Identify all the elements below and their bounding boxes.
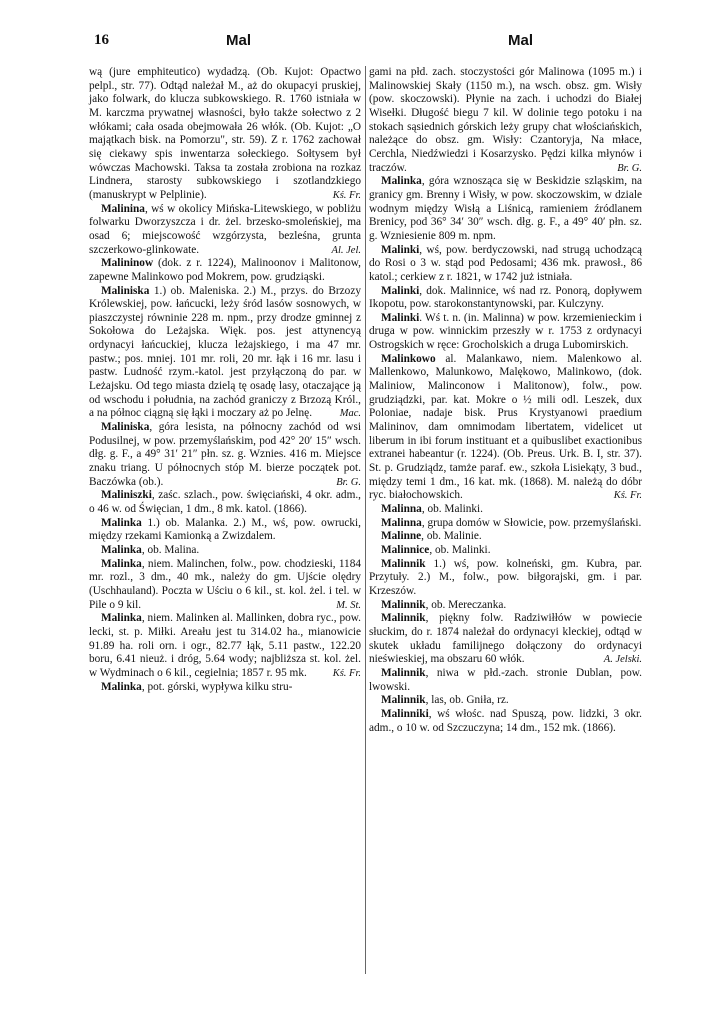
entry-signature: Br. G. xyxy=(617,162,642,174)
dictionary-entry xyxy=(369,599,642,613)
entry-body: , niwa w płd.-zach. stronie Dublan, pow. lwowski. xyxy=(369,666,642,693)
entry-headword: Malinnik xyxy=(381,612,426,625)
entry-body: 1.) ob. Malanka. 2.) M., wś, pow. owrucki, między rzekami Kamionką a Zwizdalem. xyxy=(89,516,361,543)
dictionary-entry xyxy=(89,285,361,422)
column-divider xyxy=(365,66,366,974)
entry-headword: Malinnik xyxy=(381,598,426,611)
entry-body: , ob. Mereczanka. xyxy=(425,598,507,611)
entry-body: 1.) wś, pow. kolneński, gm. Kubra, par. Przytuły. 2.) M., folw., pow. biłgorajski, gm. i par. Krzeszów. xyxy=(369,557,642,597)
running-head-left: Mal xyxy=(226,32,252,49)
entry-body: (dok. z r. 1224), Malinoonov i Malitonow, zapewne Malinkowo pod Mokrem, pow. grudziąski. xyxy=(89,257,361,283)
dictionary-entry xyxy=(89,203,361,258)
entry-body: , ob. Malinki. xyxy=(429,543,491,556)
left-column xyxy=(89,66,361,694)
running-head-right: Mal xyxy=(508,32,534,49)
dictionary-entry xyxy=(89,681,361,695)
dictionary-entry xyxy=(369,285,642,312)
entry-body: , ob. Malinie. xyxy=(421,530,482,543)
entry-body: , ob. Malina. xyxy=(141,543,200,556)
entry-signature: Kś. Fr. xyxy=(332,667,361,679)
entry-body: 1.) ob. Maleniska. 2.) M., przys. do Brzozy Królewskiej, pow. łańcucki, leży śród lasów sosnowych, w piaszczystej równinie 228 m. npm., przy drodze gminnej z Sokołowa do Leżajska. Więk. pos. jest attynencyą ordynacyi łańcuckiej, klucza leżajskiego, i ma 47 mr. pastw.; pos. mniej. 101 mr. roli, 20 mr. łąk i 16 mr. lasu i pastw. Ludność rzym.-katol. jest przyłączoną do par. w Leżajsku. Od tego miasta dzielą tę osadę lasy, otaczające ją od wschodu i południa, na zachód graniczy z Brzozą Król., a na północ ciągną się łąki i moczary aż po Jelnę. xyxy=(89,284,361,420)
dictionary-entry xyxy=(89,544,361,558)
dictionary-entry xyxy=(89,489,361,516)
entry-body: , wś włośc. nad Spuszą, pow. lidzki, 3 okr. adm., o 10 w. od Szczuczyna; 14 dm., 152 mk. (1866). xyxy=(369,707,642,734)
entry-headword: Malinka xyxy=(101,543,142,556)
dictionary-entry xyxy=(369,708,642,735)
entry-headword: Malinki xyxy=(381,284,420,297)
entry-body: , pot. górski, wypływa kilku stru- xyxy=(141,680,293,693)
entry-body: gami na płd. zach. stoczystości gór Malinowa (1095 m.) i Malinowskiej Skały (1150 m.), na wsch. obsz. gm. Wisły (pow. skoczowski). Płynie na zach. i uchodzi do Białej Wisełki. Długość biegu 7 kil. W dolinie tego potoku i na stokach sąsiednich górskich leży grupy chat włościańskich, należące do obsz. gm. Wisły: Czantoryja, Na młace, Cerchla, Niedźwiedzi i Kosarzysko. Pędzi kilka młynów i traczów. xyxy=(369,66,642,174)
entry-headword: Malinnik xyxy=(381,557,426,570)
dictionary-entry xyxy=(369,66,642,175)
entry-headword: Malinna xyxy=(381,503,422,515)
dictionary-entry xyxy=(369,667,642,694)
dictionary-entry xyxy=(369,558,642,599)
entry-signature: Al. Jel. xyxy=(331,244,361,256)
dictionary-entry xyxy=(89,558,361,613)
entry-headword: Malininow xyxy=(101,257,154,270)
dictionary-entry xyxy=(89,66,361,203)
entry-body: , piękny folw. Radziwiłłów w powiecie słuckim, do r. 1874 należał do ordynacyi kleckiej, odtąd w skutek układu familijnego dołączony do ordynacyi nieświeskiej, ma obszaru 60 włók. xyxy=(369,612,642,666)
dictionary-entry xyxy=(369,544,642,558)
entry-headword: Malinnice xyxy=(381,543,430,556)
dictionary-entry xyxy=(369,530,642,544)
entry-body: , wś w okolicy Mińska-Litewskiego, w pobliżu folwarku Dworzyszcza i dr. żel. brzesko-smoleńskiej, ma osad 6; miejscowość wzgórzysta, bezleśna, grunta szczerkowo-glinkowate. xyxy=(89,202,361,256)
entry-body: , wś, pow. berdyczowski, nad strugą uchodzącą do Rosi o 3 w. stąd pod Pedosami; 436 mk. prawosł., 86 katol.; cerkiew z r. 1821, w 1742 już istniała. xyxy=(369,243,642,283)
entry-headword: Malinka xyxy=(101,557,142,570)
entry-headword: Malinka xyxy=(381,175,422,188)
dictionary-entry xyxy=(369,244,642,285)
dictionary-entry xyxy=(369,612,642,667)
entry-headword: Malinina xyxy=(101,202,145,215)
dictionary-entry xyxy=(369,312,642,353)
entry-headword: Malinka xyxy=(101,516,142,529)
entry-body: , zaśc. szlach., pow. święciański, 4 okr. adm., o 46 w. od Święcian, 1 dm., 8 mk. katol. (1866). xyxy=(89,489,361,515)
entry-body: , niem. Malinchen, folw., pow. chodzieski, 1184 mr. rozl., 3 dm., 40 mk., należy do gm. Ujście olędry (Uschhauland). Poczta w Uściu o 6 kil., st. kol. żel. i tel. w Pile o 9 kil. xyxy=(89,557,361,611)
entry-signature: Br. G. xyxy=(336,476,361,488)
entry-body: , góra lesista, na północny zachód od wsi Podusilnej, w pow. przemyślańskim, pod 42° 20′ 15″ wsch. dłg. g. F., a 49° 31′ 21″ płn. sz. g. Wznies. 416 m. Miejsce znaku triang. U północnych stóp M. bierze początek pot. Baczówka (ob.). xyxy=(89,421,361,488)
entry-body: al. Malankawo, niem. Malenkowo al. Mallenkowo, Malunkowo, Malękowo, Malinkowo, (dok. Maliniow, Malinconow i Malitonow), folw., pow. grudziądzki, par. kat. Mokre o ½ mili odl. Leszek, dux Poloniae, nadaje bisk. Prus Krystyanowi praedium Malininov, dam omnimodam libertatem, videlicet ut liberum in ibi forum instituant et a quibuslibet exactionibus extranei habeantur (r. 1224). (Ob. Preus. Urk. B. I, str. 37). St. p. Grudziądz, tamże paraf. ew., szkoła Lisiekąty, 3 bud., między temi 1 dm., 16 kat. mk. (1868). M. należą do dóbr ryc. białochowskich. xyxy=(369,352,642,502)
entry-headword: Maliniszki xyxy=(101,489,152,502)
dictionary-entry xyxy=(369,694,642,708)
entry-headword: Malinne xyxy=(381,530,422,543)
entry-headword: Maliniska xyxy=(101,421,150,434)
entry-headword: Malinkowo xyxy=(381,352,436,365)
entry-headword: Malinki xyxy=(381,243,420,256)
entry-headword: Malinna xyxy=(381,516,422,529)
right-column xyxy=(369,66,642,735)
dictionary-entry xyxy=(369,175,642,243)
dictionary-entry xyxy=(89,421,361,489)
entry-headword: Malinka xyxy=(101,680,142,693)
dictionary-entry xyxy=(89,257,361,284)
entry-body: , góra wznosząca się w Beskidzie szląskim, na granicy gm. Brenny i Wisły, w pow. skoczowskim, w dziale wodnym między Wisłą a Liśnicą, ramieniem źródlanem Brenicy, pod 36° 34′ 30″ wsch. dłg. g. F., a 49° 40′ płn. sz. g. Wzniesienie 809 m. npm. xyxy=(369,175,642,242)
entry-body: wą (jure emphiteutico) wydadzą. (Ob. Kujot: Opactwo pelpl., str. 77). Odtąd należał M., aż do okupacyi pruskiej, jako folwark, do klucza subkowskiego. R. 1760 istniała w M. karczma prywatnej własności, było także sołectwo z 2 włókami; cała osada obejmowała 26 włók. (Ob. Kujot: „O majątkach bisk. na Pomorzu", str. 59). Z r. 1762 zachował się ciekawy spis inwentarza sołeckiego. Sołtysem był wówczas Machowski. Taksa ta została zrobiona na rozkaz Lindnera, starosty subkowskiego i szotlandzkiego (manuskrypt w Pelplinie). xyxy=(89,66,361,201)
page-number: 16 xyxy=(94,32,109,48)
entry-body: , ob. Malinki. xyxy=(421,503,484,515)
entry-body: . Wś t. n. (in. Malinna) w pow. krzemienieckim i druga w pow. winnickim przeszły w r. 1753 z ordynacyi Ostrogskich w ręce: Grocholskich a druga Lubomirskich. xyxy=(369,311,642,352)
dictionary-entry xyxy=(369,517,642,531)
entry-headword: Malinka xyxy=(101,612,142,625)
dictionary-entry xyxy=(89,612,361,680)
entry-headword: Malinnik xyxy=(381,694,426,707)
entry-body: , las, ob. Gniła, rz. xyxy=(425,694,509,707)
entry-headword: Maliniska xyxy=(101,284,150,297)
dictionary-entry xyxy=(89,517,361,544)
entry-signature: Mac. xyxy=(339,408,361,420)
entry-body: , niem. Malinken al. Mallinken, dobra ryc., pow. lecki, st. p. Miłki. Areału jest tu 314.02 ha., mianowicie 91.89 ha. roli orn. i ogr., 82.77 łąk, 5.11 pastw., 122.20 boru, 6.41 nieuż. i dróg, 5.64 wody; najbliższa st. kol. żel. w Wydminach o 6 kil., cegielnia; 1857 r. 95 mk. xyxy=(89,612,361,679)
entry-body: , dok. Malinnice, wś nad rz. Ponorą, dopływem Ikopotu, pow. starokonstantynowski, par. Kulczyny. xyxy=(369,284,642,311)
entry-signature: A. Jelski. xyxy=(603,654,642,666)
entry-body: , grupa domów w Słowicie, pow. przemyślański. xyxy=(421,516,642,529)
entry-headword: Malinniki xyxy=(381,707,429,720)
entry-headword: Malinki xyxy=(381,311,420,324)
entry-headword: Malinnik xyxy=(381,666,426,679)
entry-signature: Kś. Fr. xyxy=(332,189,361,201)
dictionary-entry xyxy=(369,353,642,503)
dictionary-entry xyxy=(369,503,642,517)
entry-signature: M. St. xyxy=(336,599,361,611)
entry-signature: Kś. Fr. xyxy=(613,490,642,502)
